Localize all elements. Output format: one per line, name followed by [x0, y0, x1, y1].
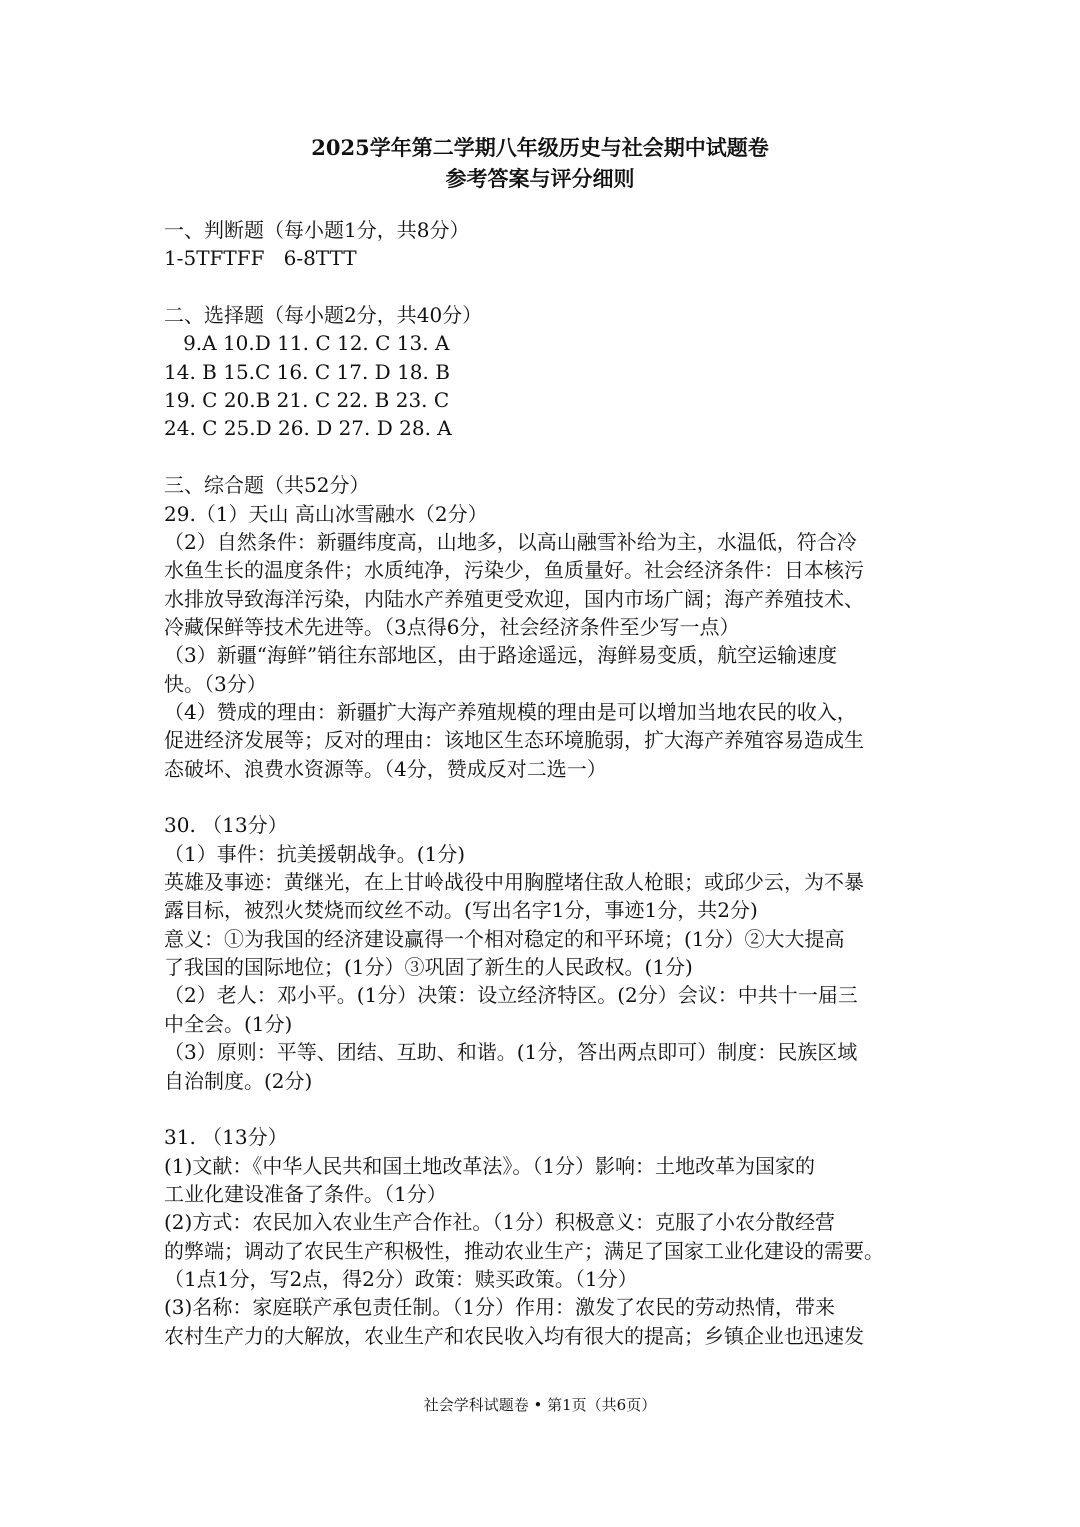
answer-line: （3）原则：平等、团结、互助、和谐。(1分，答出两点即可）制度：民族区域 — [164, 1040, 858, 1065]
answer-line: 中全会。(1分) — [164, 1011, 293, 1036]
answer-line: （1）事件：抗美援朝战争。(1分) — [164, 841, 466, 866]
answer-line: 促进经济发展等；反对的理由：该地区生态环境脆弱，扩大海产养殖容易造成生 — [164, 728, 864, 753]
answer-line: 的弊端；调动了农民生产积极性，推动农业生产；满足了国家工业化建设的需要。 — [164, 1238, 884, 1263]
answer-line: (1)文献：《中华人民共和国土地改革法》。（1分）影响：土地改革为国家的 — [164, 1153, 816, 1178]
answer-line: 水鱼生长的温度条件；水质纯净，污染少，鱼质量好。社会经济条件：日本核污 — [164, 558, 864, 583]
answer-line: 水排放导致海洋污染，内陆水产养殖更受欢迎，国内市场广阔；海产养殖技术、 — [164, 586, 864, 611]
page-subtitle: 参考答案与评分细则 — [445, 166, 635, 191]
answer-line: （2）老人：邓小平。(1分）决策：设立经济特区。(2分）会议：中共十一届三 — [164, 983, 858, 1008]
answer-line: （1点1分，写2点，得2分）政策：赎买政策。（1分） — [164, 1266, 638, 1291]
answer-line: 露目标，被烈火焚烧而纹丝不动。(写出名字1分，事迹1分，共2分) — [164, 898, 758, 923]
answer-line: (2)方式：农民加入农业生产合作社。（1分）积极意义：克服了小农分散经营 — [164, 1210, 836, 1235]
answer-line: 三、综合题（共52分） — [164, 473, 370, 498]
answer-line: （2）自然条件：新疆纬度高，山地多，以高山融雪补给为主，水温低，符合冷 — [164, 529, 857, 554]
answer-line: （3）新疆“海鲜”销往东部地区，由于路途遥远，海鲜易变质，航空运输速度 — [164, 643, 838, 668]
page-footer: 社会学科试题卷 • 第1页（共6页） — [423, 1396, 657, 1414]
page-title: 2025学年第二学期八年级历史与社会期中试题卷 — [311, 135, 769, 160]
answer-line: (3)名称：家庭联产承包责任制。（1分）作用：激发了农民的劳动热情，带来 — [164, 1295, 836, 1320]
answer-line: 9.A 10.D 11. C 12. C 13. A — [164, 331, 450, 356]
answer-line: 14. B 15.C 16. C 17. D 18. B — [164, 359, 450, 384]
answer-line: 冷藏保鲜等技术先进等。（3点得6分，社会经济条件至少写一点） — [164, 614, 740, 639]
answer-line: 30. （13分） — [164, 813, 288, 838]
answer-line: 态破坏、浪费水资源等。（4分，赞成反对二选一） — [164, 756, 607, 781]
answer-line: 自治制度。(2分) — [164, 1068, 313, 1093]
answer-line: 二、选择题（每小题2分，共40分） — [164, 303, 483, 328]
answer-line: 英雄及事迹：黄继光，在上甘岭战役中用胸膛堵住敌人枪眼；或邱少云，为不暴 — [164, 870, 864, 895]
answer-line: 31. （13分） — [164, 1125, 288, 1150]
answer-line: 了我国的国际地位；(1分）③巩固了新生的人民政权。(1分) — [164, 955, 693, 980]
answer-line: 农村生产力的大解放，农业生产和农民收入均有很大的提高；乡镇企业也迅速发 — [164, 1323, 864, 1348]
answer-line: （4）赞成的理由：新疆扩大海产养殖规模的理由是可以增加当地农民的收入， — [164, 699, 857, 724]
answer-line: 1-5TFTFF 6-8TTT — [164, 246, 357, 271]
answer-line: 19. C 20.B 21. C 22. B 23. C — [164, 388, 450, 413]
answer-line: 工业化建设准备了条件。（1分） — [164, 1181, 447, 1206]
answer-line: 意义：①为我国的经济建设赢得一个相对稳定的和平环境；(1分）②大大提高 — [164, 926, 845, 951]
answer-line: 快。（3分） — [164, 671, 267, 696]
answer-line: 24. C 25.D 26. D 27. D 28. A — [164, 416, 452, 441]
answer-line: 一、判断题（每小题1分，共8分） — [164, 218, 470, 242]
answer-line: 29.（1）天山 高山冰雪融水（2分） — [164, 501, 488, 526]
